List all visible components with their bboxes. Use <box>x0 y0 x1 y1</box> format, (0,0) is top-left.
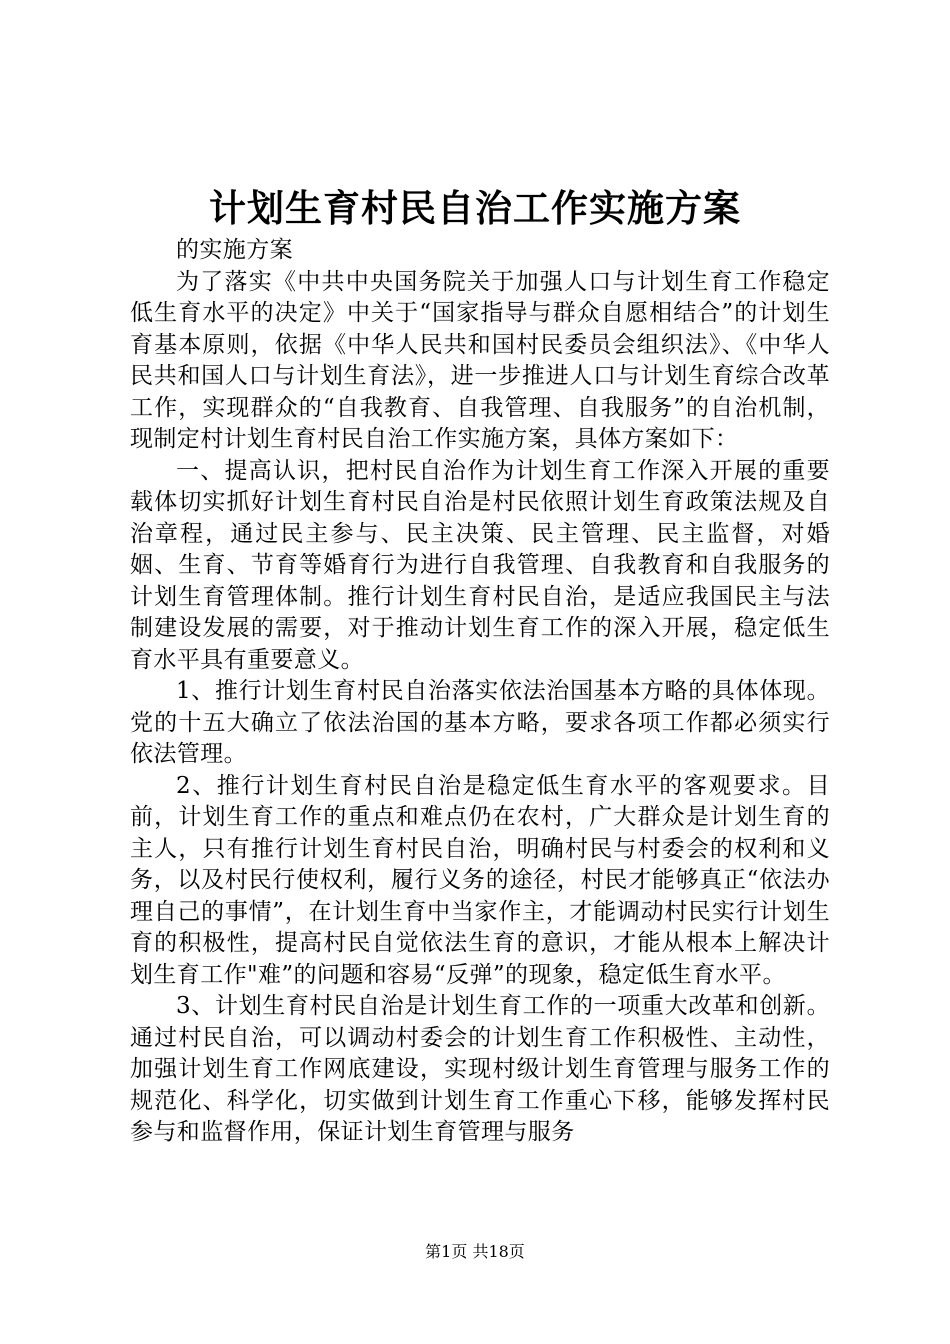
paragraph-intro: 为了落实《中共中央国务院关于加强人口与计划生育工作稳定低生育水平的决定》中关于“国家指导与群众自愿相结合”的计划生育基本原则，依据《中华人民共和国村民委员会组织法》、《中华人民共和国人口与计划生育法》，进一步推进人口与计划生育综合改革工作，实现群众的“自我教育、自我管理、自我服务”的自治机制，现制定村计划生育村民自治工作实施方案，具体方案如下： <box>130 268 830 452</box>
paragraph-item-2: 2、推行计划生育村民自治是稳定低生育水平的客观要求。目前，计划生育工作的重点和难点仍在农村，广大群众是计划生育的主人，只有推行计划生育村民自治，明确村民与村委会的权利和义务，以及村民行使权利，履行义务的途径，村民才能够真正“依法办理自己的事情”，在计划生育中当家作主，才能调动村民实行计划生育的积极性，提高村民自觉依法生育的意识，才能从根本上解决计划生育工作"难”的问题和容易“反弹”的现象，稳定低生育水平。 <box>130 772 830 988</box>
page-number-footer: 第1页 共18页 <box>425 1242 525 1261</box>
paragraph-subtitle: 的实施方案 <box>176 237 293 263</box>
paragraph-item-3: 3、计划生育村民自治是计划生育工作的一项重大改革和创新。通过村民自治，可以调动村委会的计划生育工作积极性、主动性，加强计划生育工作网底建设，实现村级计划生育管理与服务工作的规范化、科学化，切实做到计划生育工作重心下移，能够发挥村民参与和监督作用，保证计划生育管理与服务 <box>130 993 830 1145</box>
paragraph-item-1: 1、推行计划生育村民自治落实依法治国基本方略的具体体现。党的十五大确立了依法治国的基本方略，要求各项工作都必须实行依法管理。 <box>130 678 830 767</box>
paragraph-section-one: 一、提高认识，把村民自治作为计划生育工作深入开展的重要载体切实抓好计划生育村民自治是村民依照计划生育政策法规及自治章程，通过民主参与、民主决策、民主管理、民主监督，对婚姻、生育、节育等婚育行为进行自我管理、自我教育和自我服务的计划生育管理体制。推行计划生育村民自治，是适应我国民主与法制建设发展的需要，对于推动计划生育工作的深入开展，稳定低生育水平具有重要意义。 <box>130 457 830 673</box>
document-body <box>130 235 830 1149</box>
document-title: 计划生育村民自治工作实施方案 <box>209 186 741 230</box>
